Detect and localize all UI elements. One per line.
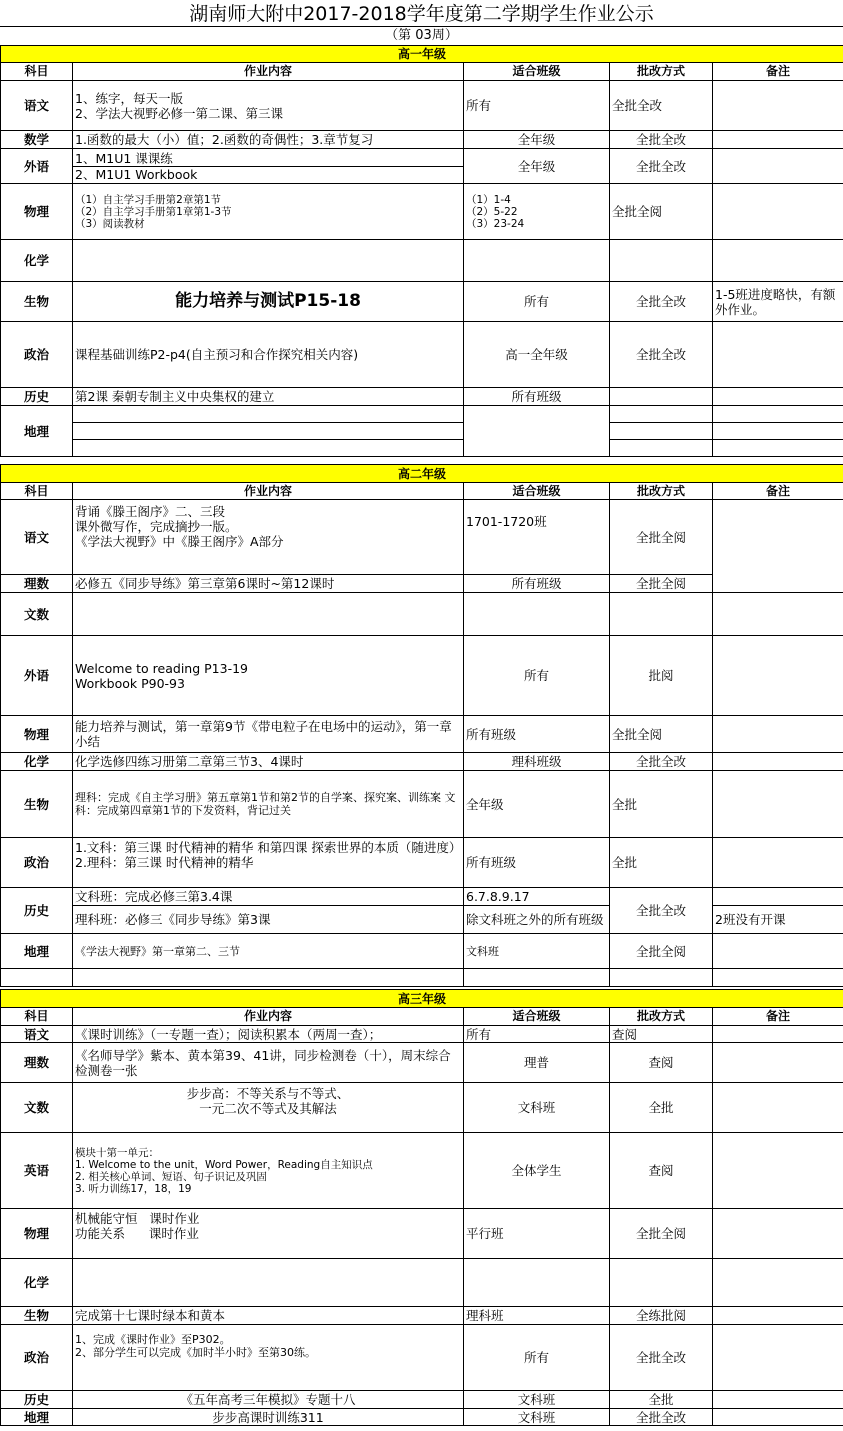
content-cell: 必修五《同步导练》第三章第6课时~第12课时 [73, 575, 464, 593]
note-cell [713, 406, 843, 423]
note-cell [713, 184, 843, 240]
subject-cell: 生物 [1, 771, 73, 838]
table-row [1, 1133, 843, 1209]
method-cell [610, 406, 713, 423]
classes-cell: 所有 [464, 282, 610, 322]
content-cell: 模块十第一单元： 1. Welcome to the unit，Word Power，Reading自主知识点 2. 相关核心单词、短语、句子识记及巩固 3. 听力训练17，18，19 [73, 1133, 464, 1209]
subject-cell: 政治 [1, 1325, 73, 1391]
table-row [1, 406, 843, 423]
sheet-title: 湖南师大附中2017-2018学年度第二学期学生作业公示 [189, 3, 654, 25]
subject-cell: 数学 [1, 131, 73, 149]
method-cell: 全批全改 [610, 1325, 713, 1391]
method-cell [610, 1259, 713, 1307]
method-cell: 批阅 [610, 636, 713, 716]
table-row [1, 888, 843, 906]
method-cell: 全批全改 [610, 149, 713, 184]
note-cell [713, 149, 843, 184]
method-cell: 全批全改 [610, 81, 713, 131]
content-cell: 理科：完成《自主学习册》第五章第1节和第2节的自学案、探究案、训练案 文科：完成第四章第1节的下发资料，背记过关 [73, 771, 464, 838]
classes-cell: 全年级 [464, 131, 610, 149]
classes-cell: 6.7.8.9.17 [464, 888, 610, 906]
subject-cell: 文数 [1, 593, 73, 636]
note-cell [713, 934, 843, 969]
method-cell: 全批 [610, 1083, 713, 1133]
method-cell: 全批全阅 [610, 716, 713, 753]
note-cell [713, 1083, 843, 1133]
content-cell [73, 240, 464, 282]
subject-cell: 生物 [1, 282, 73, 322]
table-row [1, 1083, 843, 1133]
content-cell [73, 969, 464, 987]
classes-cell: 理普 [464, 1043, 610, 1083]
table-row [1, 716, 843, 753]
subject-cell: 生物 [1, 1307, 73, 1325]
subject-cell: 理数 [1, 575, 73, 593]
subject-cell [1, 969, 73, 987]
content-cell [73, 593, 464, 636]
grade1-header-row [1, 63, 843, 81]
content-cell: 背诵《滕王阁序》二、三段 课外微写作，完成摘抄一版。 《学法大视野》中《滕王阁序》A部分 [73, 500, 464, 575]
classes-cell: 文科班 [464, 1391, 610, 1409]
grade2-table [0, 464, 843, 987]
content-cell: 步步高：不等关系与不等式、 一元二次不等式及其解法 [73, 1083, 464, 1133]
classes-cell: 高一全年级 [464, 322, 610, 388]
table-row [1, 1026, 843, 1043]
note-cell [713, 500, 843, 593]
method-cell [610, 969, 713, 987]
classes-cell: 文科班 [464, 1083, 610, 1133]
note-cell [713, 423, 843, 440]
subject-cell: 语文 [1, 1026, 73, 1043]
classes-cell: 文科班 [464, 1409, 610, 1426]
classes-cell [464, 1259, 610, 1307]
classes-cell: 所有班级 [464, 575, 610, 593]
header-method: 批改方式 [610, 483, 713, 500]
content-cell: 文科班：完成必修三第3.4课 [73, 888, 464, 906]
method-cell: 全批全阅 [610, 500, 713, 575]
note-cell [713, 1209, 843, 1259]
table-row [1, 282, 843, 322]
table-row [1, 1391, 843, 1409]
header-classes: 适合班级 [464, 483, 610, 500]
classes-cell: 1701-1720班 [464, 500, 610, 575]
classes-cell: 理科班级 [464, 753, 610, 771]
grade3-table [0, 989, 843, 1426]
content-cell: 1.函数的最大（小）值；2.函数的奇偶性；3.章节复习 [73, 131, 464, 149]
header-content: 作业内容 [73, 1008, 464, 1026]
subject-cell: 物理 [1, 184, 73, 240]
content-cell: 《学法大视野》第一章第二、三节 [73, 934, 464, 969]
content-cell: （1）自主学习手册第2章第1节 （2）自主学习手册第1章第1-3节 （3）阅读教材 [73, 184, 464, 240]
method-cell: 全批全阅 [610, 1209, 713, 1259]
content-cell [73, 440, 464, 457]
method-cell [610, 240, 713, 282]
classes-cell: （1）1-4 （2）5-22 （3）23-24 [464, 184, 610, 240]
classes-cell: 全体学生 [464, 1133, 610, 1209]
content-cell: 第2课 秦朝专制主义中央集权的建立 [73, 388, 464, 406]
grade3-header-row [1, 1008, 843, 1026]
subject-cell: 外语 [1, 636, 73, 716]
content-cell: 课程基础训练P2-p4(自主预习和合作探究相关内容) [73, 322, 464, 388]
method-cell: 全批全改 [610, 131, 713, 149]
content-cell [73, 406, 464, 423]
header-method: 批改方式 [610, 1008, 713, 1026]
classes-cell: 全年级 [464, 149, 610, 184]
method-cell: 全批全改 [610, 322, 713, 388]
method-cell: 全练批阅 [610, 1307, 713, 1325]
classes-cell: 所有 [464, 1325, 610, 1391]
content-cell [73, 423, 464, 440]
note-cell [713, 440, 843, 457]
subject-cell: 地理 [1, 934, 73, 969]
note-cell [713, 838, 843, 888]
subject-cell: 化学 [1, 1259, 73, 1307]
classes-cell: 理科班 [464, 1307, 610, 1325]
subject-cell: 物理 [1, 1209, 73, 1259]
note-cell [713, 888, 843, 906]
content-cell: 《五年高考三年模拟》专题十八 [73, 1391, 464, 1409]
table-row [1, 969, 843, 987]
week-label: （第 03周） [0, 26, 843, 45]
content-cell: Welcome to reading P13-19 Workbook P90-93 [73, 636, 464, 716]
subject-cell: 语文 [1, 81, 73, 131]
subject-cell: 化学 [1, 753, 73, 771]
method-cell: 全批全阅 [610, 934, 713, 969]
subject-cell: 理数 [1, 1043, 73, 1083]
grade2-header-row [1, 483, 843, 500]
method-cell [610, 423, 713, 440]
note-cell [713, 1325, 843, 1391]
table-row [1, 1209, 843, 1259]
subject-cell: 政治 [1, 322, 73, 388]
method-cell: 查阅 [610, 1133, 713, 1209]
table-row [1, 771, 843, 838]
note-cell: 2班没有开课 [713, 906, 843, 934]
table-row [1, 440, 843, 457]
content-cell: 《课时训练》（一专题一查）；阅读积累本（两周一查）； [73, 1026, 464, 1043]
table-row [1, 423, 843, 440]
note-cell [713, 753, 843, 771]
classes-cell: 所有 [464, 636, 610, 716]
note-cell [713, 388, 843, 406]
header-classes: 适合班级 [464, 1008, 610, 1026]
header-note: 备注 [713, 1008, 843, 1026]
table-row [1, 636, 843, 716]
header-note: 备注 [713, 483, 843, 500]
note-cell [713, 240, 843, 282]
note-cell [713, 1043, 843, 1083]
classes-cell: 除文科班之外的所有班级 [464, 906, 610, 934]
table-row [1, 1325, 843, 1391]
table-row [1, 1043, 843, 1083]
grade3-band: 高三年级 [1, 990, 843, 1008]
content-cell: 能力培养与测试P15-18 [73, 282, 464, 322]
method-cell [610, 388, 713, 406]
classes-cell [464, 406, 610, 457]
method-cell: 全批 [610, 1391, 713, 1409]
method-cell: 全批全阅 [610, 184, 713, 240]
table-row [1, 388, 843, 406]
subject-cell: 化学 [1, 240, 73, 282]
grade1-band: 高一年级 [1, 46, 843, 63]
note-cell [713, 1409, 843, 1426]
method-cell: 全批全改 [610, 1409, 713, 1426]
classes-cell [464, 593, 610, 636]
note-cell [713, 1259, 843, 1307]
method-cell: 全批全改 [610, 282, 713, 322]
classes-cell: 所有 [464, 1026, 610, 1043]
header-content: 作业内容 [73, 483, 464, 500]
note-cell [713, 1133, 843, 1209]
classes-cell [464, 240, 610, 282]
note-cell [713, 1307, 843, 1325]
note-cell [713, 636, 843, 716]
subject-cell: 物理 [1, 716, 73, 753]
content-cell: 1、完成《课时作业》至P302。 2、部分学生可以完成《加时半小时》至第30练。 [73, 1325, 464, 1391]
note-cell [713, 1026, 843, 1043]
table-row [1, 240, 843, 282]
table-row [1, 593, 843, 636]
method-cell [610, 593, 713, 636]
method-cell: 全批全改 [610, 888, 713, 934]
header-content: 作业内容 [73, 63, 464, 81]
note-cell [713, 716, 843, 753]
note-cell [713, 81, 843, 131]
subject-cell: 英语 [1, 1133, 73, 1209]
subject-cell: 历史 [1, 1391, 73, 1409]
table-row [1, 934, 843, 969]
content-cell: 1、M1U1 课课练 2、M1U1 Workbook [73, 149, 464, 184]
table-row [1, 1307, 843, 1325]
table-row [1, 753, 843, 771]
header-subject: 科目 [1, 483, 73, 500]
note-cell [713, 1391, 843, 1409]
classes-cell: 全年级 [464, 771, 610, 838]
method-cell: 全批全阅 [610, 575, 713, 593]
subject-cell: 文数 [1, 1083, 73, 1133]
content-cell: 机械能守恒 课时作业 功能关系 课时作业 [73, 1209, 464, 1259]
note-cell [713, 322, 843, 388]
table-row [1, 131, 843, 149]
header-subject: 科目 [1, 63, 73, 81]
content-cell [73, 1259, 464, 1307]
subject-cell: 外语 [1, 149, 73, 184]
method-cell: 全批 [610, 838, 713, 888]
table-row [1, 906, 843, 934]
note-cell [713, 771, 843, 838]
note-cell [713, 593, 843, 636]
method-cell: 全批全改 [610, 753, 713, 771]
note-cell [713, 131, 843, 149]
classes-cell: 所有班级 [464, 388, 610, 406]
classes-cell: 所有班级 [464, 838, 610, 888]
header-classes: 适合班级 [464, 63, 610, 81]
classes-cell [464, 969, 610, 987]
classes-cell: 文科班 [464, 934, 610, 969]
content-cell: 1、练字，每天一版 2、学法大视野必修一第二课、第三课 [73, 81, 464, 131]
content-cell: 步步高课时训练311 [73, 1409, 464, 1426]
note-cell: 1-5班进度略快，有额外作业。 [713, 282, 843, 322]
note-cell [713, 969, 843, 987]
subject-cell: 语文 [1, 500, 73, 575]
header-note: 备注 [713, 63, 843, 81]
classes-cell: 平行班 [464, 1209, 610, 1259]
table-row [1, 1259, 843, 1307]
grade2-band: 高二年级 [1, 465, 843, 483]
subject-cell: 地理 [1, 406, 73, 457]
table-row [1, 500, 843, 575]
table-row [1, 322, 843, 388]
header-method: 批改方式 [610, 63, 713, 81]
content-cell: 1.文科：第三课 时代精神的精华 和第四课 探索世界的本质（随进度）2.理科：第三课 时代精神的精华 [73, 838, 464, 888]
table-row [1, 81, 843, 131]
method-cell: 全批 [610, 771, 713, 838]
content-cell: 理科班：必修三《同步导练》第3课 [73, 906, 464, 934]
subject-cell: 地理 [1, 1409, 73, 1426]
subject-cell: 历史 [1, 888, 73, 934]
table-row [1, 149, 843, 184]
table-row [1, 838, 843, 888]
subject-cell: 政治 [1, 838, 73, 888]
grade1-table [0, 45, 843, 457]
table-row [1, 184, 843, 240]
content-cell: 化学选修四练习册第二章第三节3、4课时 [73, 753, 464, 771]
content-cell: 完成第十七课时绿本和黄本 [73, 1307, 464, 1325]
classes-cell: 所有 [464, 81, 610, 131]
table-row [1, 1409, 843, 1426]
content-cell: 《名师导学》紫本、黄本第39、41讲，同步检测卷（十），周末综合检测卷一张 [73, 1043, 464, 1083]
method-cell [610, 440, 713, 457]
method-cell: 查阅 [610, 1043, 713, 1083]
header-subject: 科目 [1, 1008, 73, 1026]
method-cell: 查阅 [610, 1026, 713, 1043]
subject-cell: 历史 [1, 388, 73, 406]
content-cell: 能力培养与测试，第一章第9节《带电粒子在电场中的运动》，第一章小结 [73, 716, 464, 753]
classes-cell: 所有班级 [464, 716, 610, 753]
